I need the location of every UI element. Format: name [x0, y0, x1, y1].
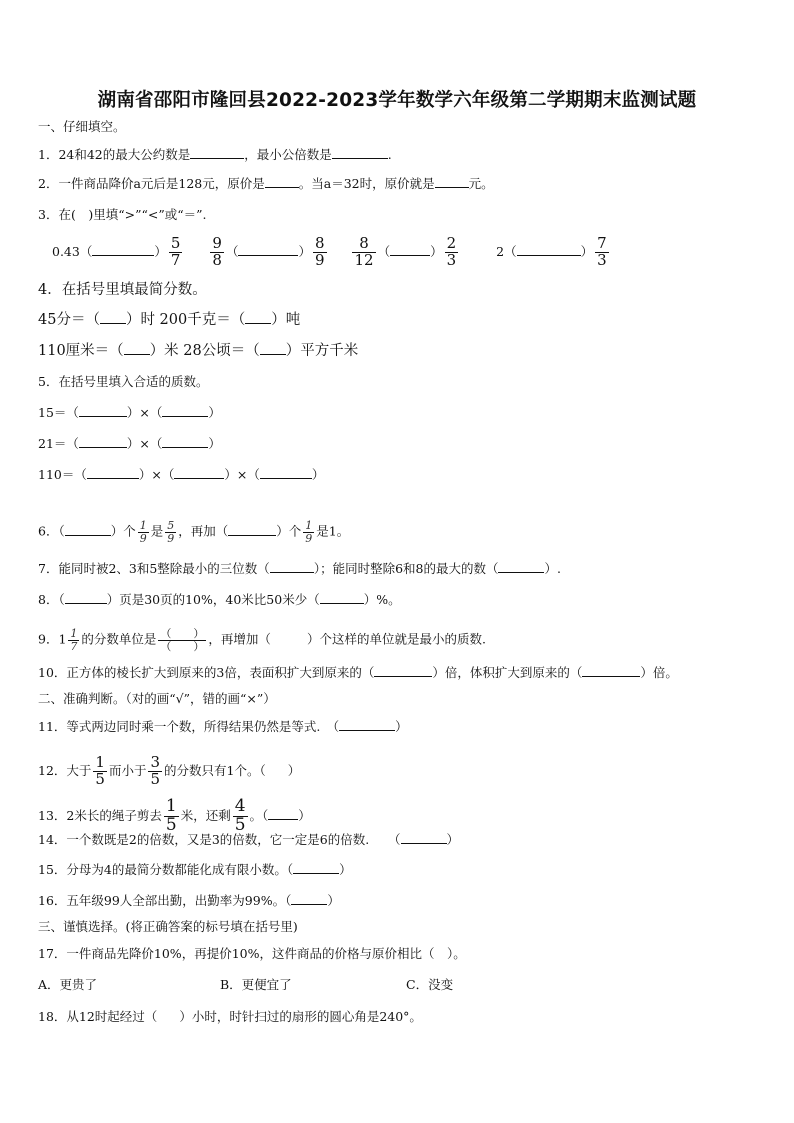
fraction: $\frac{5}{7}$ [170, 234, 181, 269]
fraction: $\frac{1}{9}$ [305, 519, 313, 545]
question-3: 3．在( )里填“>”“<”或“＝”. [38, 207, 207, 222]
question-17: 17．一件商品先降价10%，再提价10%，这件商品的价格与原价相比（ ）。 [38, 946, 466, 961]
question-13: 13．2米长的绳子剪去 $\frac{1}{5}$ 米，还剩 $\frac{4}{5}$ 。（ ） [38, 796, 311, 835]
answer-blank[interactable] [320, 602, 364, 604]
question-1: 1．24和42的最大公约数是 ，最小公倍数是 . [38, 147, 392, 162]
fraction: $\frac{1}{9}$ [139, 519, 147, 545]
section-3-heading: 三、谨慎选择。(将正确答案的标号填在括号里) [38, 919, 298, 934]
question-5-row-1: 15＝（ ）×（ ） [38, 405, 221, 420]
answer-blank[interactable] [100, 322, 126, 324]
option-b[interactable]: B．更便宜了 [220, 977, 292, 992]
answer-blank[interactable] [291, 903, 327, 905]
answer-blank[interactable] [332, 157, 388, 159]
fraction: $\frac{8}{12}$ [354, 234, 374, 269]
question-4-line-1: 45分＝（ ）时 200千克＝（ ）吨 [38, 312, 301, 328]
fraction: $\frac{1}{5}$ [95, 753, 105, 788]
question-11: 11．等式两边同时乘一个数，所得结果仍然是等式. （ ） [38, 719, 408, 734]
section-1-heading: 一、仔细填空。 [38, 119, 126, 134]
question-4-line-2: 110厘米＝（ ）米 28公顷＝（ ）平方千米 [38, 343, 359, 359]
option-c[interactable]: C．没变 [406, 977, 454, 992]
answer-blank[interactable] [65, 534, 111, 536]
question-4: 4．在括号里填最简分数。 [38, 282, 207, 298]
answer-blank[interactable] [260, 477, 312, 479]
answer-fraction-blank[interactable]: $\frac{( )}{( )}$ [160, 627, 205, 653]
answer-blank[interactable] [401, 842, 447, 844]
question-15: 15．分母为4的最简分数都能化成有限小数。（ ） [38, 862, 352, 877]
answer-blank[interactable] [238, 254, 298, 256]
answer-blank[interactable] [293, 872, 339, 874]
fraction: $\frac{5}{9}$ [167, 519, 175, 545]
question-5-row-3: 110＝（ ）×（ ）×（ ） [38, 467, 325, 482]
section-2-heading: 二、准确判断。（对的画“√”，错的画“×”） [38, 691, 276, 706]
fraction: $\frac{9}{8}$ [212, 234, 222, 269]
compare-item-1: 0.43（ ） $\frac{5}{7}$ [52, 234, 181, 269]
question-17-options [38, 979, 453, 992]
answer-blank[interactable] [174, 477, 224, 479]
answer-blank[interactable] [124, 353, 150, 355]
answer-blank[interactable] [162, 415, 208, 417]
answer-blank[interactable] [260, 353, 286, 355]
fraction: $\frac{3}{5}$ [150, 753, 161, 788]
fraction: $\frac{7}{3}$ [597, 234, 607, 269]
answer-blank[interactable] [87, 477, 139, 479]
answer-blank[interactable] [190, 157, 244, 159]
question-9: 9．1 $\frac{1}{7}$ 的分数单位是 $\frac{( )}{( )}$ ，再增加（ ）个这样的单位就是最小的质数. [38, 627, 486, 653]
fraction: $\frac{2}{3}$ [446, 234, 457, 269]
question-18: 18．从12时起经过（ ）小时，时针扫过的扇形的圆心角是240°。 [38, 1009, 422, 1024]
answer-blank[interactable] [339, 729, 395, 731]
answer-blank[interactable] [582, 675, 640, 677]
question-2: 2．一件商品降价a元后是128元，原价是 。当a＝32时，原价就是 元。 [38, 176, 494, 191]
compare-item-2: $\frac{9}{8}$ （ ） $\frac{8}{9}$ [212, 234, 325, 269]
compare-item-3: $\frac{8}{12}$ （ ） $\frac{2}{3}$ [354, 234, 457, 269]
answer-blank[interactable] [265, 186, 299, 188]
answer-blank[interactable] [162, 446, 208, 448]
answer-blank[interactable] [498, 571, 544, 573]
answer-blank[interactable] [79, 415, 127, 417]
question-14: 14．一个数既是2的倍数，又是3的倍数，它一定是6的倍数. （ ） [38, 832, 460, 847]
answer-blank[interactable] [435, 186, 469, 188]
answer-blank[interactable] [390, 254, 430, 256]
answer-blank[interactable] [92, 254, 154, 256]
answer-blank[interactable] [268, 818, 298, 820]
fraction: $\frac{8}{9}$ [314, 234, 325, 269]
answer-blank[interactable] [245, 322, 271, 324]
fraction: $\frac{4}{5}$ [234, 796, 246, 835]
option-a[interactable]: A．更贵了 [38, 977, 98, 992]
question-8: 8．（ ）页是30页的10%，40米比50米少（ ）%。 [38, 592, 401, 607]
exam-title: 湖南省邵阳市隆回县2022-2023学年数学六年级第二学期期末监测试题 [97, 90, 697, 111]
question-16: 16．五年级99人全部出勤，出勤率为99%。（ ） [38, 893, 340, 908]
fraction: $\frac{1}{7}$ [70, 627, 78, 653]
question-7: 7．能同时被2、3和5整除最小的三位数（ ）；能同时整除6和8的最大的数（ ）. [38, 561, 561, 576]
question-12: 12．大于 $\frac{1}{5}$ 而小于 $\frac{3}{5}$ 的分数只有1个。（ ） [38, 753, 301, 788]
question-5-row-2: 21＝（ ）×（ ） [38, 436, 221, 451]
answer-blank[interactable] [228, 534, 276, 536]
answer-blank[interactable] [517, 254, 581, 256]
fraction: $\frac{1}{5}$ [165, 796, 177, 835]
question-5: 5．在括号里填入合适的质数。 [38, 374, 209, 389]
question-6: 6．（ ）个 $\frac{1}{9}$ 是 $\frac{5}{9}$ ，再加（ ）个 $\frac{1}{9}$ 是1。 [38, 519, 350, 545]
compare-item-4: 2（ ） $\frac{7}{3}$ [496, 234, 607, 269]
question-10: 10．正方体的棱长扩大到原来的3倍，表面积扩大到原来的（ ）倍，体积扩大到原来的（ ）倍。 [38, 665, 678, 680]
answer-blank[interactable] [374, 675, 432, 677]
question-3-items [52, 236, 611, 269]
answer-blank[interactable] [65, 602, 107, 604]
answer-blank[interactable] [270, 571, 314, 573]
answer-blank[interactable] [79, 446, 127, 448]
